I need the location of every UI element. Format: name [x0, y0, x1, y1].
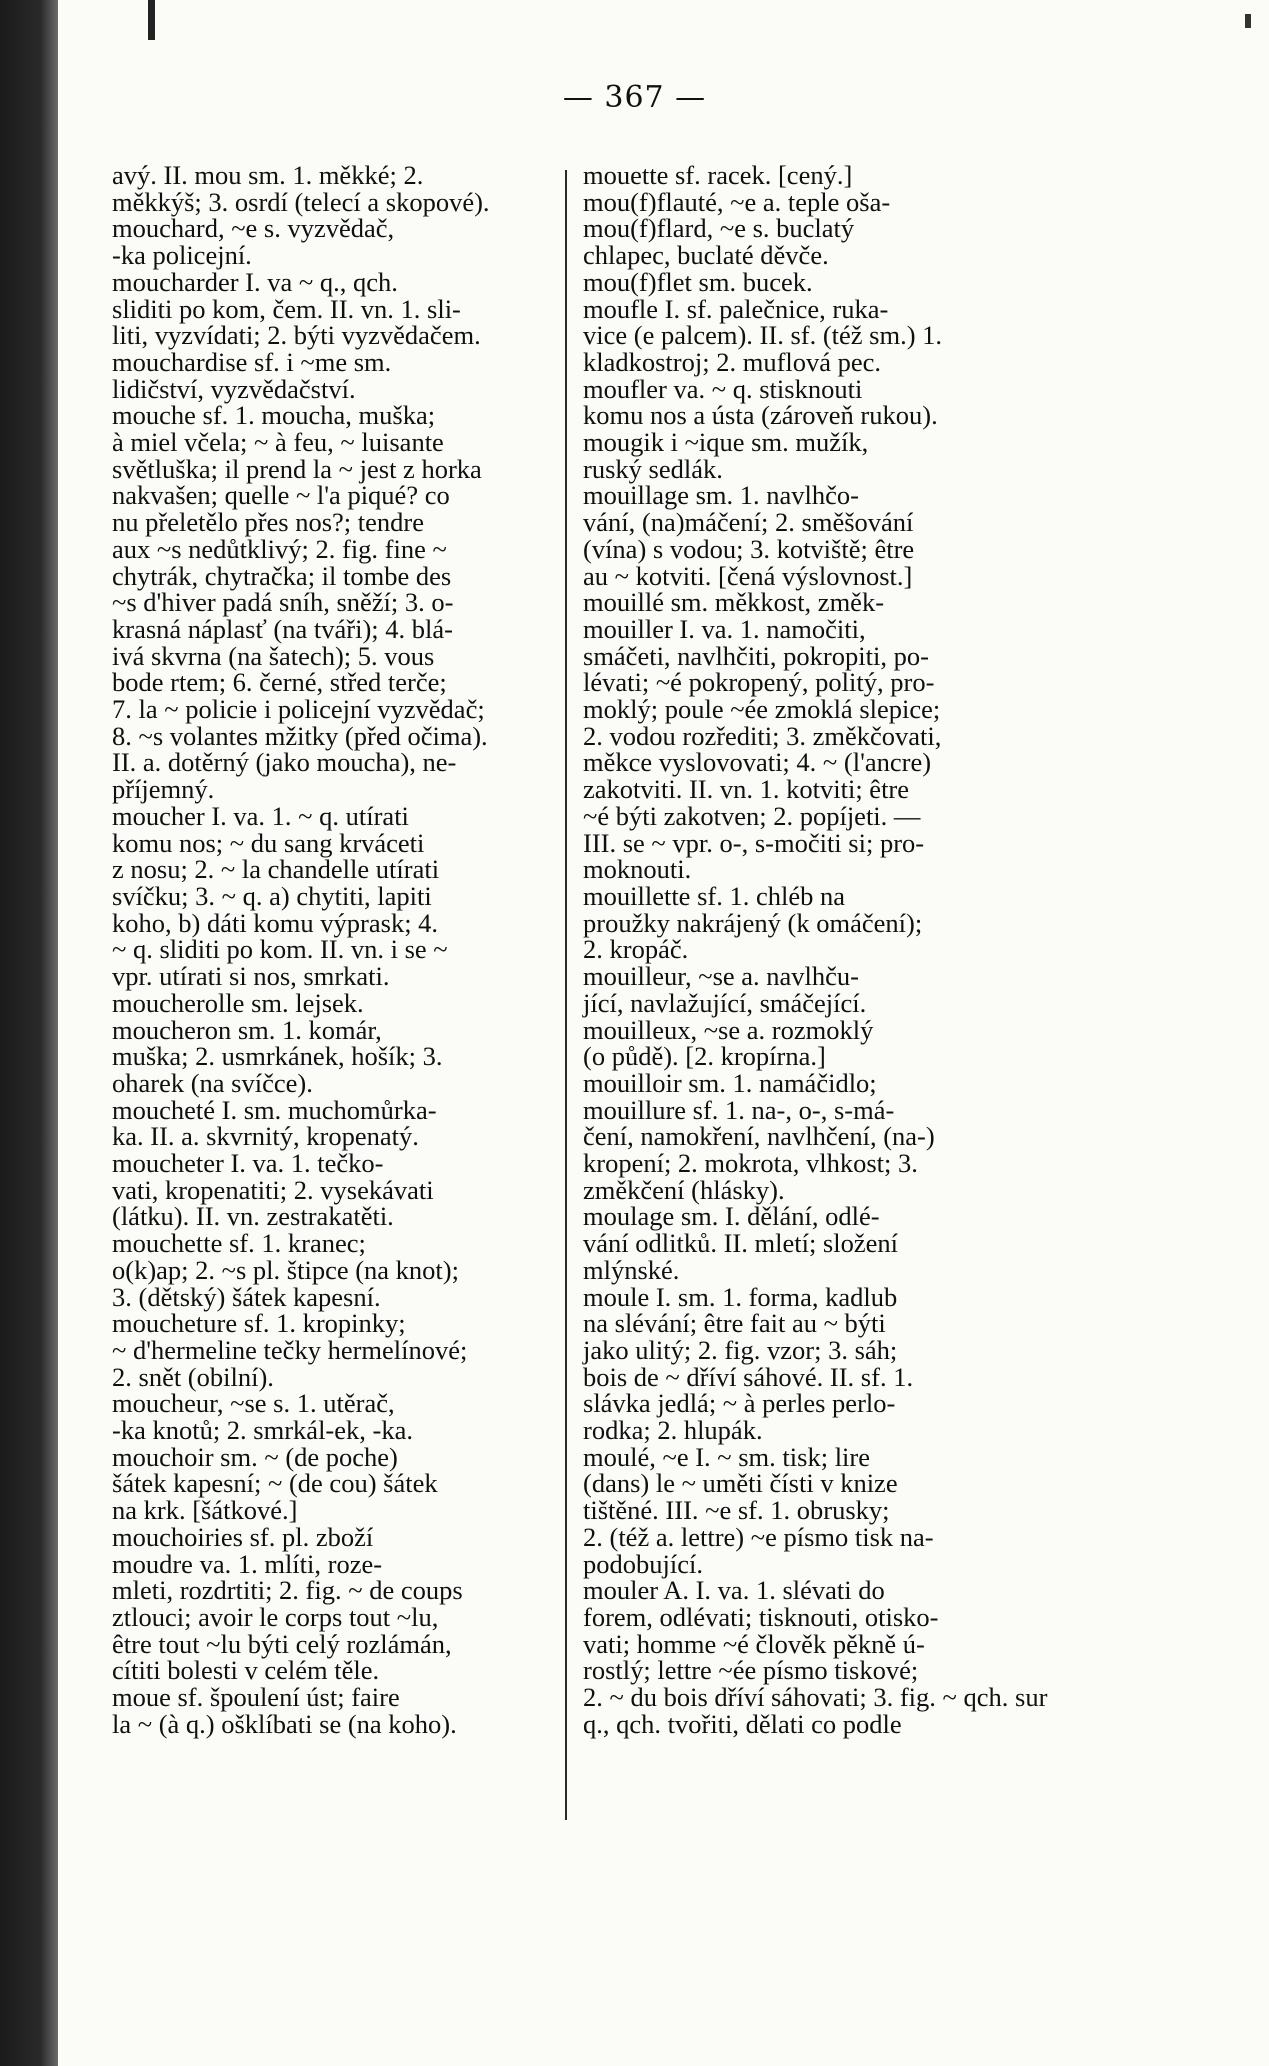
dictionary-line: moufle I. sf. palečnice, ruka-: [583, 293, 889, 324]
dictionary-line: mou(f)flet sm. bucek.: [583, 266, 813, 297]
dictionary-line: šátek kapesní; ~ (de cou) šátek: [112, 1468, 438, 1499]
dictionary-line: mougik i ~ique sm. mužík,: [583, 427, 869, 458]
dictionary-line: 2. (též a. lettre) ~e písmo tisk na-: [583, 1521, 934, 1552]
dictionary-line: (dans) le ~ uměti čísti v knize: [583, 1468, 898, 1499]
scan-dot: [1245, 14, 1251, 28]
dictionary-line: -ka policejní.: [112, 240, 252, 271]
dictionary-line: příjemný.: [112, 774, 215, 805]
dictionary-line: na slévání; être fait au ~ býti: [583, 1308, 886, 1339]
dictionary-line: podobující.: [583, 1548, 703, 1579]
dictionary-line: rostlý; lettre ~ée písmo tiskové;: [583, 1655, 919, 1686]
dictionary-line: sliditi po kom, čem. II. vn. 1. sli-: [112, 293, 461, 324]
dictionary-line: muška; 2. usmrkánek, hošík; 3.: [112, 1041, 443, 1072]
dictionary-line: jako ulitý; 2. fig. vzor; 3. sáh;: [583, 1334, 898, 1365]
dictionary-line: mouiller I. va. 1. namočiti,: [583, 613, 866, 644]
dictionary-line: (vína) s vodou; 3. kotviště; être: [583, 533, 915, 564]
dictionary-line: moue sf. špoulení úst; faire: [112, 1682, 400, 1713]
dictionary-line: chytrák, chytračka; il tombe des: [112, 560, 452, 591]
dictionary-line: 2. vodou rozřediti; 3. změkčovati,: [583, 720, 942, 751]
dictionary-line: vpr. utírati si nos, smrkati.: [112, 961, 390, 992]
dictionary-line: 2. kropáč.: [583, 934, 689, 965]
dictionary-line: měkkýš; 3. osrdí (telecí a skopové).: [112, 186, 490, 217]
dictionary-line: nu přeletělo přes nos?; tendre: [112, 507, 424, 538]
dictionary-line: koho, b) dáti komu výprask; 4.: [112, 907, 439, 938]
dictionary-line: la ~ (à q.) ošklíbati se (na koho).: [112, 1708, 457, 1739]
dictionary-line: ruský sedlák.: [583, 453, 723, 484]
dictionary-line: mouillure sf. 1. na-, o-, s-má-: [583, 1094, 895, 1125]
dictionary-line: moucharder I. va ~ q., qch.: [112, 266, 398, 297]
dictionary-line: oharek (na svíčce).: [112, 1067, 313, 1098]
dictionary-line: au ~ kotviti. [čená výslovnost.]: [583, 560, 913, 591]
dictionary-line: 3. (dětský) šátek kapesní.: [112, 1281, 381, 1312]
dictionary-line: mouchoiries sf. pl. zboží: [112, 1521, 374, 1552]
scan-shadow-edge: [0, 0, 58, 2066]
dictionary-line: ~ q. sliditi po kom. II. vn. i se ~: [112, 934, 448, 965]
dictionary-line: vice (e palcem). II. sf. (též sm.) 1.: [583, 320, 943, 351]
dictionary-line: moknouti.: [583, 854, 692, 885]
dictionary-line: zakotviti. II. vn. 1. kotviti; être: [583, 774, 910, 805]
dictionary-line: chlapec, buclaté děvče.: [583, 240, 829, 271]
dictionary-line: vání, (na)máčení; 2. směšování: [583, 507, 914, 538]
left-column: [112, 162, 557, 1737]
dictionary-line: -ka knotů; 2. smrkál-ek, -ka.: [112, 1415, 413, 1446]
dictionary-line: moucher I. va. 1. ~ q. utírati: [112, 800, 409, 831]
dictionary-line: (látku). II. vn. zestrakatěti.: [112, 1201, 394, 1232]
dictionary-line: ka. II. a. skvrnitý, kropenatý.: [112, 1121, 419, 1152]
dictionary-line: čení, namokření, navlhčení, (na-): [583, 1121, 935, 1152]
dictionary-line: 7. la ~ policie i policejní vyzvědač;: [112, 694, 485, 725]
dictionary-line: na krk. [šátkové.]: [112, 1495, 298, 1526]
dictionary-line: kropení; 2. mokrota, vlhkost; 3.: [583, 1148, 918, 1179]
dictionary-line: moule I. sm. 1. forma, kadlub: [583, 1281, 898, 1312]
dictionary-line: II. a. dotěrný (jako moucha), ne-: [112, 747, 457, 778]
dictionary-line: krasná náplasť (na tváři); 4. blá-: [112, 613, 453, 644]
dictionary-line: mouilloir sm. 1. namáčidlo;: [583, 1067, 877, 1098]
dictionary-line: III. se ~ vpr. o-, s-močiti si; pro-: [583, 827, 925, 858]
page-number: — 367 —: [562, 80, 707, 115]
dictionary-line: kladkostroj; 2. muflová pec.: [583, 346, 882, 377]
dictionary-line: vání odlitků. II. mletí; složení: [583, 1228, 898, 1259]
dictionary-line: nakvašen; quelle ~ l'a piqué? co: [112, 480, 450, 511]
dictionary-line: měkce vyslovovati; 4. ~ (l'ancre): [583, 747, 932, 778]
dictionary-line: o(k)ap; 2. ~s pl. štipce (na knot);: [112, 1254, 459, 1285]
dictionary-line: bois de ~ dříví sáhové. II. sf. 1.: [583, 1361, 914, 1392]
dictionary-line: ~ d'hermeline tečky hermelínové;: [112, 1334, 468, 1365]
dictionary-line: 2. ~ du bois dříví sáhovati; 3. fig. ~ qch. sur: [583, 1682, 1048, 1713]
dictionary-line: moucheur, ~se s. 1. utěrač,: [112, 1388, 395, 1419]
dictionary-line: rodka; 2. hlupák.: [583, 1415, 763, 1446]
column-divider: [565, 170, 567, 1820]
dictionary-line: être tout ~lu býti celý rozlámán,: [112, 1628, 452, 1659]
dictionary-line: mouche sf. 1. moucha, muška;: [112, 400, 436, 431]
dictionary-line: ivá skvrna (na šatech); 5. vous: [112, 640, 435, 671]
dictionary-line: à miel včela; ~ à feu, ~ luisante: [112, 427, 444, 458]
dictionary-line: forem, odlévati; tisknouti, otisko-: [583, 1601, 939, 1632]
dictionary-line: mouler A. I. va. 1. slévati do: [583, 1575, 885, 1606]
dictionary-line: změkčení (hlásky).: [583, 1174, 785, 1205]
dictionary-line: liti, vyzvídati; 2. býti vyzvědačem.: [112, 320, 481, 351]
dictionary-line: vati, kropenatiti; 2. vysekávati: [112, 1174, 434, 1205]
dictionary-line: moucheture sf. 1. kropinky;: [112, 1308, 406, 1339]
dictionary-line: lidičství, vyzvědačství.: [112, 373, 356, 404]
dictionary-line: slávka jedlá; ~ à perles perlo-: [583, 1388, 896, 1419]
dictionary-line: cítiti bolesti v celém těle.: [112, 1655, 380, 1686]
dictionary-line: mou(f)flard, ~e s. buclatý: [583, 213, 855, 244]
dictionary-line: jící, navlažující, smáčející.: [583, 987, 867, 1018]
dictionary-line: vati; homme ~é člověk pěkně ú-: [583, 1628, 925, 1659]
dictionary-line: mleti, rozdrtiti; 2. fig. ~ de coups: [112, 1575, 463, 1606]
dictionary-line: tištěné. III. ~e sf. 1. obrusky;: [583, 1495, 890, 1526]
dictionary-line: mouchoir sm. ~ (de poche): [112, 1441, 398, 1472]
dictionary-line: mouchard, ~e s. vyzvědač,: [112, 213, 395, 244]
dictionary-line: komu nos a ústa (zároveň rukou).: [583, 400, 938, 431]
dictionary-line: moucheter I. va. 1. tečko-: [112, 1148, 384, 1179]
dictionary-line: mouilleur, ~se a. navlhču-: [583, 961, 859, 992]
dictionary-line: aux ~s nedůtklivý; 2. fig. fine ~: [112, 533, 447, 564]
right-column: [583, 160, 1048, 1739]
dictionary-line: světluška; il prend la ~ jest z horka: [112, 453, 482, 484]
dictionary-line: smáčeti, navlhčiti, pokropiti, po-: [583, 640, 929, 671]
dictionary-line: moulage sm. I. dělání, odlé-: [583, 1201, 880, 1232]
scan-mark: [148, 0, 155, 40]
dictionary-line: moudre va. 1. mlíti, roze-: [112, 1548, 383, 1579]
dictionary-line: proužky nakrájený (k omáčení);: [583, 907, 923, 938]
dictionary-line: mlýnské.: [583, 1254, 680, 1285]
dictionary-line: mouchette sf. 1. kranec;: [112, 1228, 366, 1259]
dictionary-line: bode rtem; 6. černé, střed terče;: [112, 667, 447, 698]
dictionary-line: moufler va. ~ q. stisknouti: [583, 373, 863, 404]
dictionary-line: moucheron sm. 1. komár,: [112, 1014, 382, 1045]
dictionary-line: ~s d'hiver padá sníh, sněží; 3. o-: [112, 587, 454, 618]
dictionary-line: mouchardise sf. i ~me sm.: [112, 346, 392, 377]
dictionary-line: mouillé sm. měkkost, změk-: [583, 587, 885, 618]
dictionary-line: ztlouci; avoir le corps tout ~lu,: [112, 1601, 439, 1632]
dictionary-line: mouillage sm. 1. navlhčo-: [583, 480, 859, 511]
dictionary-line: lévati; ~é pokropený, politý, pro-: [583, 667, 935, 698]
dictionary-line: 2. snět (obilní).: [112, 1361, 274, 1392]
dictionary-line: z nosu; 2. ~ la chandelle utírati: [112, 854, 440, 885]
dictionary-line: moucherolle sm. lejsek.: [112, 987, 364, 1018]
dictionary-line: 8. ~s volantes mžitky (před očima).: [112, 720, 488, 751]
dictionary-line: moulé, ~e I. ~ sm. tisk; lire: [583, 1441, 871, 1472]
dictionary-line: q., qch. tvořiti, dělati co podle: [583, 1708, 902, 1739]
dictionary-line: moucheté I. sm. muchomůrka-: [112, 1094, 437, 1125]
dictionary-line: komu nos; ~ du sang krváceti: [112, 827, 425, 858]
dictionary-line: avý. II. mou sm. 1. měkké; 2.: [112, 160, 424, 190]
dictionary-line: mouillette sf. 1. chléb na: [583, 880, 845, 911]
dictionary-line: mouilleux, ~se a. rozmoklý: [583, 1014, 874, 1045]
dictionary-line: mou(f)flauté, ~e a. teple oša-: [583, 186, 891, 217]
dictionary-line: svíčku; 3. ~ q. a) chytiti, lapiti: [112, 880, 432, 911]
dictionary-line: moklý; poule ~ée zmoklá slepice;: [583, 694, 941, 725]
dictionary-line: (o půdě). [2. kropírna.]: [583, 1041, 826, 1072]
dictionary-line: mouette sf. racek. [cený.]: [583, 160, 853, 190]
dictionary-line: ~é býti zakotven; 2. popíjeti. —: [583, 800, 921, 831]
